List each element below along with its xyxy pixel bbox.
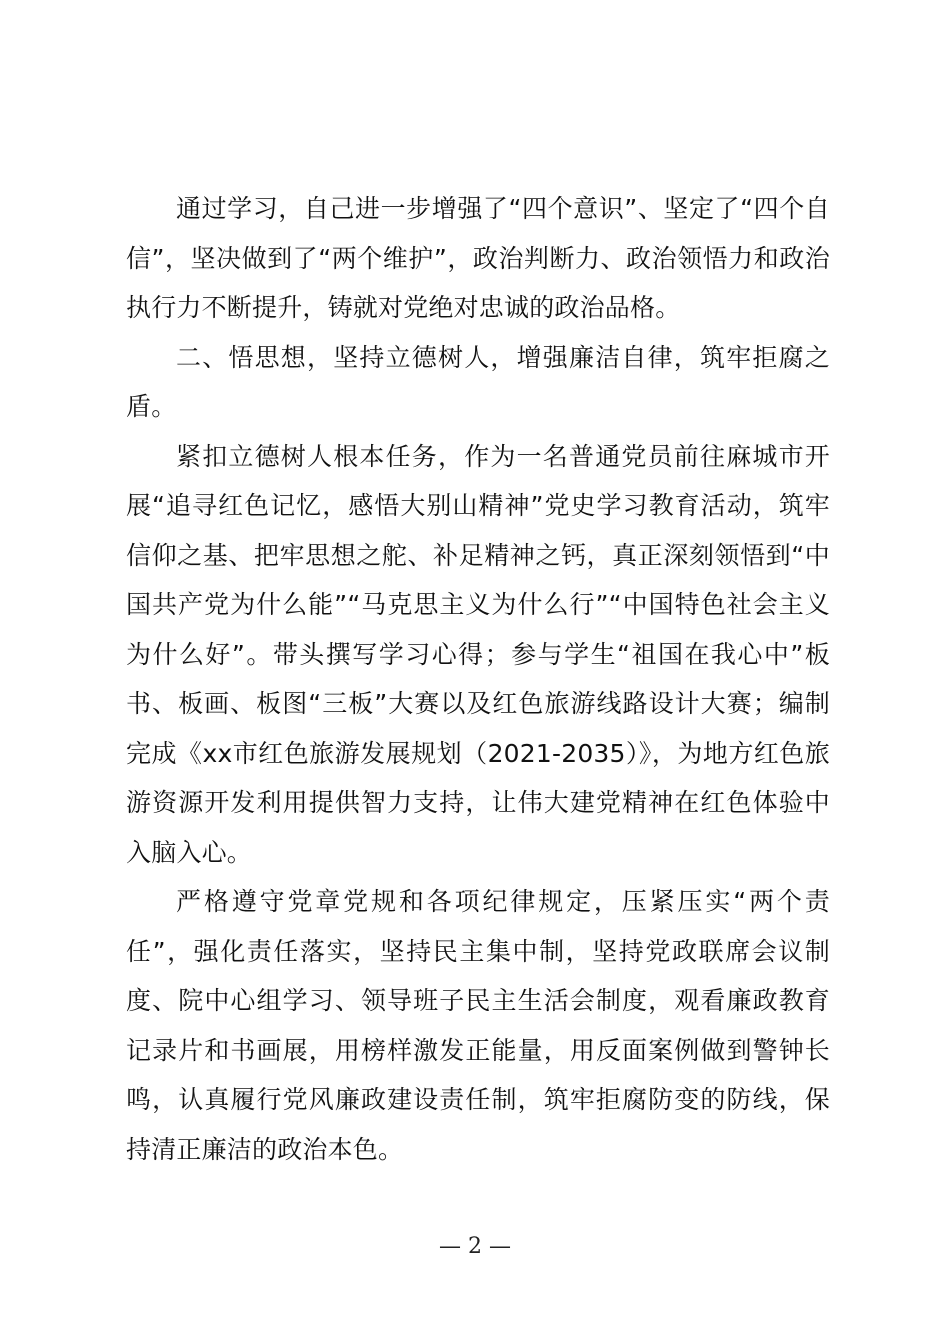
paragraph-2: 紧扣立德树人根本任务，作为一名普通党员前往麻城市开展“追寻红色记忆，感悟大别山精神”党史学习教育活动，筑牢信仰之基、把牢思想之舵、补足精神之钙，真正深刻领悟到“中国共产党为什么能”“马克思主义为什么行”“中国特色社会主义为什么好”。带头撰写学习心得；参与学生“祖国在我心中”板书、板画、板图“三板”大赛以及红色旅游线路设计大赛；编制完成《xx市红色旅游发展规划（2021-2035）》，为地方红色旅游资源开发利用提供智力支持，让伟大建党精神在红色体验中入脑入心。 [126,441,830,867]
section-heading: 二、悟思想，坚持立德树人，增强廉洁自律，筑牢拒腐之盾。 [126,342,830,421]
page-number: — 2 — [439,1234,511,1259]
body-text [126,184,830,1174]
paragraph-3: 严格遵守党章党规和各项纪律规定，压紧压实“两个责任”，强化责任落实，坚持民主集中制，坚持党政联席会议制度、院中心组学习、领导班子民主生活会制度，观看廉政教育记录片和书画展，用榜样激发正能量，用反面案例做到警钟长鸣，认真履行党风廉政建设责任制，筑牢拒腐防变的防线，保持清正廉洁的政治本色。 [126,887,830,1164]
paragraph-1: 通过学习，自己进一步增强了“四个意识”、坚定了“四个自信”，坚决做到了“两个维护”，政治判断力、政治领悟力和政治执行力不断提升，铸就对党绝对忠诚的政治品格。 [126,194,830,322]
